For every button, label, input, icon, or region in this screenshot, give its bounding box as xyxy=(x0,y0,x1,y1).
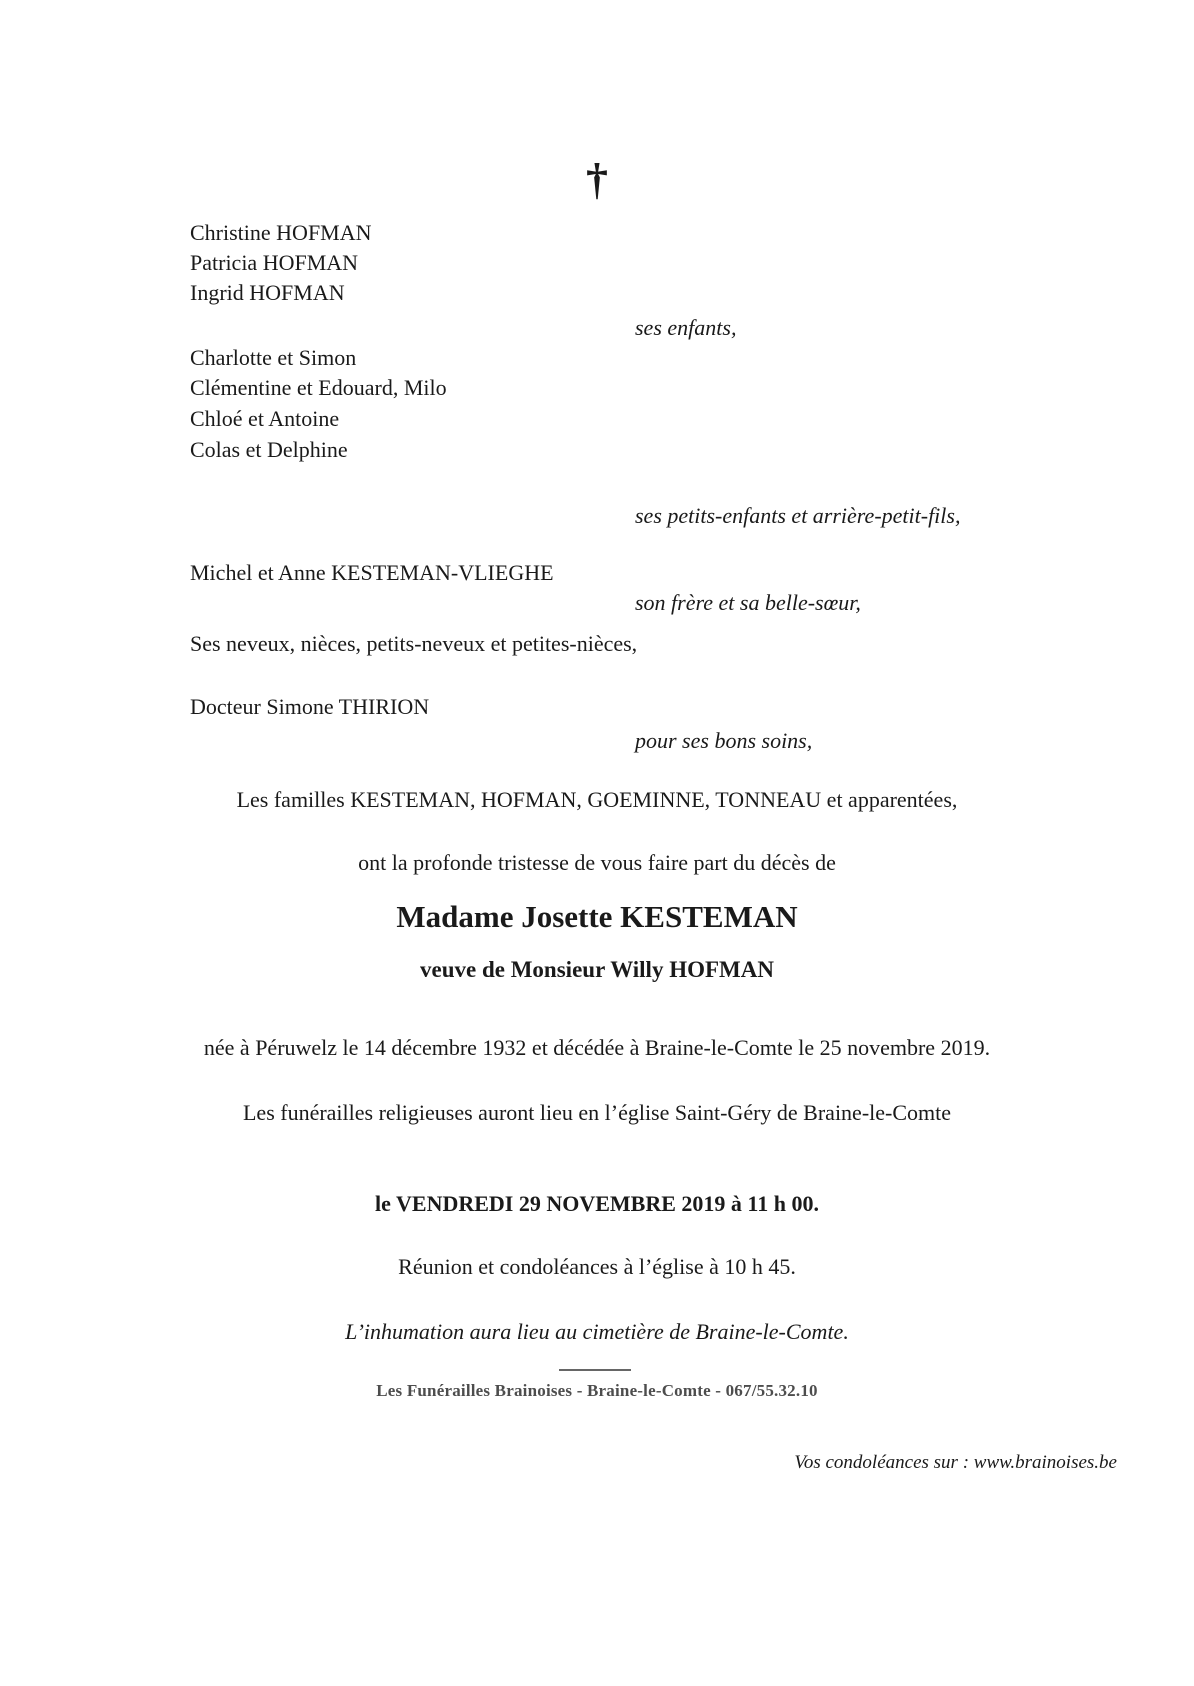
ceremony-datetime-line: le VENDREDI 29 NOVEMBRE 2019 à 11 h 00. xyxy=(375,1191,819,1216)
mourner-name-grandchild: Colas et Delphine xyxy=(190,437,348,462)
mourner-name-sibling: Michel et Anne KESTEMAN-VLIEGHE xyxy=(190,560,554,585)
burial-line: L’inhumation aura lieu au cimetière de Braine-le-Comte. xyxy=(345,1319,849,1344)
funeral-home-line: Les Funérailles Brainoises - Braine-le-Comte - 067/55.32.10 xyxy=(376,1381,818,1400)
widow-line: veuve de Monsieur Willy HOFMAN xyxy=(420,957,774,982)
cross-icon: † xyxy=(586,155,608,204)
families-line: Les familles KESTEMAN, HOFMAN, GOEMINNE, TONNEAU et apparentées, xyxy=(236,787,958,812)
mourner-name-grandchild: Chloé et Antoine xyxy=(190,406,340,431)
relation-label-children: ses enfants, xyxy=(635,315,737,340)
relation-label-doctor: pour ses bons soins, xyxy=(635,728,813,753)
ceremony-line: Les funérailles religieuses auront lieu en l’église Saint-Géry de Braine-le-Comte xyxy=(242,1100,952,1125)
mourner-name-doctor: Docteur Simone THIRION xyxy=(190,694,430,719)
footer-divider xyxy=(559,1369,631,1371)
extended-family-line: Ses neveux, nièces, petits-neveux et petites-nièces, xyxy=(190,631,638,656)
relation-label-sibling: son frère et sa belle-sœur, xyxy=(635,590,861,615)
mourner-name-child: Patricia HOFMAN xyxy=(190,250,359,275)
mourner-name-grandchild: Charlotte et Simon xyxy=(190,345,357,370)
mourner-name-child: Christine HOFMAN xyxy=(190,220,372,245)
condolences-line: Vos condoléances sur : www.brainoises.be xyxy=(794,1452,1117,1473)
life-dates-line: née à Péruwelz le 14 décembre 1932 et décédée à Braine-le-Comte le 25 novembre 2019. xyxy=(203,1035,991,1060)
relation-label-grandchildren: ses petits-enfants et arrière-petit-fils, xyxy=(635,503,961,528)
mourner-name-grandchild: Clémentine et Edouard, Milo xyxy=(190,375,447,400)
mourner-name-child: Ingrid HOFMAN xyxy=(190,280,345,305)
announcement-intro: ont la profonde tristesse de vous faire part du décès de xyxy=(358,850,836,875)
deceased-name: Madame Josette KESTEMAN xyxy=(396,899,798,934)
gathering-line: Réunion et condoléances à l’église à 10 h 45. xyxy=(398,1254,796,1279)
